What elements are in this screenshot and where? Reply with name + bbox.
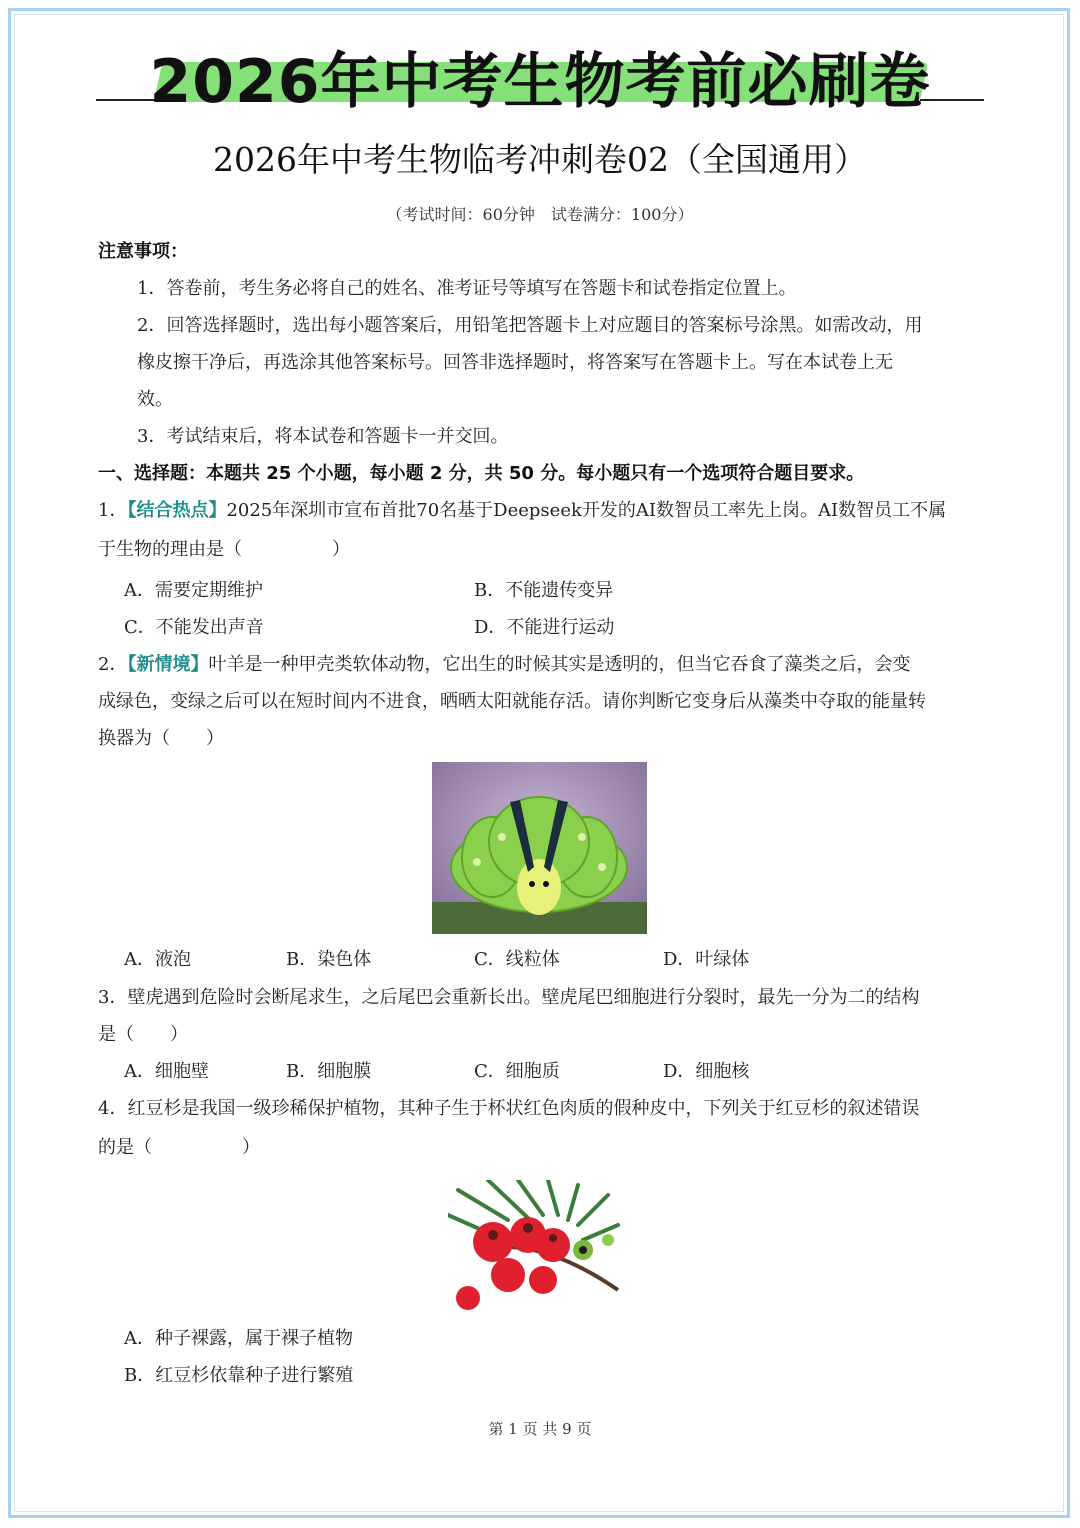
question-4-line-1: 4．红豆杉是我国一级珍稀保护植物，其种子生于杯状红色肉质的假种皮中，下列关于红豆杉的叙述错误 — [98, 1098, 920, 1119]
question-1-line-1 — [98, 500, 946, 522]
notice-heading: 注意事项： — [98, 241, 188, 262]
question-1-line-2: 于生物的理由是（ ） — [98, 539, 350, 560]
question-3-line-1: 3．壁虎遇到危险时会断尾求生，之后尾巴会重新长出。壁虎尾巴细胞进行分裂时，最先一分为二的结构 — [98, 987, 920, 1008]
option-a: A．液泡 — [124, 949, 191, 970]
exam-title: 2026年中考生物临考冲刺卷02（全国通用） — [213, 140, 867, 179]
option-d: D．细胞核 — [663, 1061, 750, 1082]
question-number: 2． — [98, 654, 128, 675]
yew-berries-image — [448, 1180, 620, 1310]
option-c: C．不能发出声音 — [124, 617, 264, 638]
notice-line: 橡皮擦干净后，再选涂其他答案标号。回答非选择题时，将答案写在答题卡上。写在本试卷上无 — [137, 352, 893, 373]
option-c: C．细胞质 — [474, 1061, 560, 1082]
question-4-line-2: 的是（ ） — [98, 1137, 260, 1158]
section-heading: 一、选择题：本题共 25 个小题，每小题 2 分，共 50 分。每小题只有一个选项符合题目要求。 — [98, 463, 865, 484]
notice-line: 2．回答选择题时，选出每小题答案后，用铅笔把答题卡上对应题目的答案标号涂黑。如需改动，用 — [137, 315, 923, 336]
question-number: 1． — [98, 500, 128, 521]
option-a: A．种子裸露，属于裸子植物 — [124, 1328, 353, 1349]
option-a: A．细胞壁 — [124, 1061, 209, 1082]
option-b: B．不能遗传变异 — [474, 580, 614, 601]
notice-line: 1．答卷前，考生务必将自己的姓名、准考证号等填写在答题卡和试卷指定位置上。 — [137, 278, 797, 299]
option-b: B．细胞膜 — [286, 1061, 372, 1082]
question-2-line-2: 成绿色，变绿之后可以在短时间内不进食，晒晒太阳就能存活。请你判断它变身后从藻类中夺取的能量转 — [98, 691, 926, 712]
question-tag: 【新情境】 — [127, 654, 209, 675]
exam-info: （考试时间：60分钟 试卷满分：100分） — [386, 205, 694, 224]
question-3-line-2: 是（ ） — [98, 1024, 188, 1045]
question-tag: 【结合热点】 — [127, 500, 227, 521]
option-d: D．叶绿体 — [663, 949, 750, 970]
option-b: B．红豆杉依靠种子进行繁殖 — [124, 1365, 354, 1386]
question-text: 2025年深圳市宣布首批70名基于Deepseek开发的AI数智员工率先上岗。AI数智员工不属 — [226, 500, 947, 521]
option-a: A．需要定期维护 — [124, 580, 263, 601]
option-d: D．不能进行运动 — [474, 617, 615, 638]
leaf-sheep-image — [432, 762, 647, 934]
option-c: C．线粒体 — [474, 949, 560, 970]
notice-line: 3．考试结束后，将本试卷和答题卡一并交回。 — [137, 426, 509, 447]
question-text: 叶羊是一种甲壳类软体动物，它出生的时候其实是透明的，但当它吞食了藻类之后，会变 — [208, 654, 911, 675]
notice-line: 效。 — [137, 389, 173, 410]
question-2-line-1 — [98, 654, 910, 676]
banner-title: 2026年中考生物考前必刷卷 — [149, 47, 931, 117]
question-2-line-3: 换器为（ ） — [98, 728, 224, 749]
option-b: B．染色体 — [286, 949, 372, 970]
page-number: 第 1 页 共 9 页 — [488, 1420, 592, 1438]
